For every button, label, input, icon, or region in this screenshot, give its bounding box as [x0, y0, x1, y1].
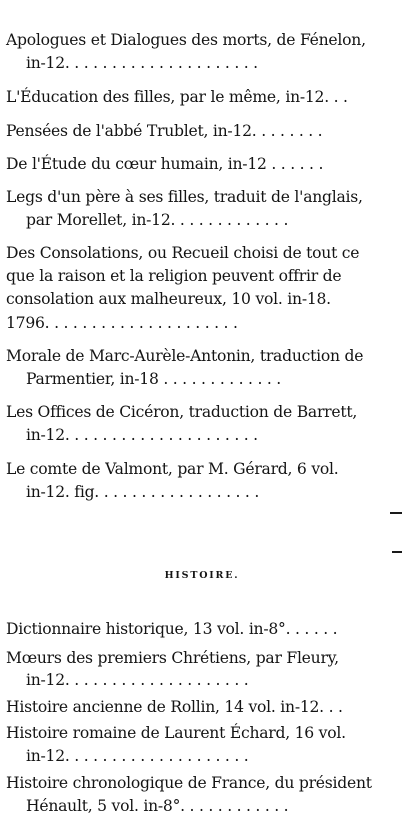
entry-legs-pere: Legs d'un père à ses filles, traduit de l'anglais, [6, 188, 363, 206]
entry-moeurs-chretiens-format: in-12. . . . . . . . . . . . . . . . . . . . [26, 671, 249, 689]
entry-comte-valmont-format: in-12. fig. . . . . . . . . . . . . . . . . . [26, 483, 260, 501]
entry-histoire-chronologique-france: Histoire chronologique de France, du président [6, 774, 372, 792]
entry-marc-aurele: Morale de Marc-Aurèle-Antonin, traduction de [6, 347, 364, 365]
section-heading-histoire: HISTOIRE. [164, 570, 240, 581]
entry-comte-valmont: Le comte de Valmont, par M. Gérard, 6 vol. [6, 460, 339, 478]
entry-offices-ciceron-format: in-12. . . . . . . . . . . . . . . . . . . . . [26, 426, 258, 444]
entry-consolations-line3: consolation aux malheureux, 10 vol. in-18. [6, 290, 331, 308]
entry-education-filles: L'Éducation des filles, par le même, in-12. . . [6, 88, 348, 106]
entry-histoire-romaine-echard: Histoire romaine de Laurent Échard, 16 vol. [6, 724, 346, 742]
entry-marc-aurele-format: Parmentier, in-18 . . . . . . . . . . . . . [26, 370, 282, 388]
entry-dictionnaire-historique: Dictionnaire historique, 13 vol. in-8°. . . . . . [6, 620, 338, 638]
entry-consolations: Des Consolations, ou Recueil choisi de tout ce [6, 244, 360, 262]
entry-consolations-year: 1796. . . . . . . . . . . . . . . . . . . . . [6, 314, 238, 332]
printer-mark [390, 512, 402, 514]
entry-etude-coeur-humain: De l'Étude du cœur humain, in-12 . . . . . . [6, 155, 324, 173]
entry-histoire-romaine-echard-format: in-12. . . . . . . . . . . . . . . . . . . . [26, 747, 249, 765]
entry-offices-ciceron: Les Offices de Cicéron, traduction de Barrett, [6, 403, 358, 421]
printer-mark [392, 551, 402, 553]
entry-fenelon-apologues-format: in-12. . . . . . . . . . . . . . . . . . . . . [26, 54, 258, 72]
entry-fenelon-apologues: Apologues et Dialogues des morts, de Fénelon, [6, 31, 366, 49]
entry-histoire-ancienne-rollin: Histoire ancienne de Rollin, 14 vol. in-12. . . [6, 698, 343, 716]
entry-pensees-trublet: Pensées de l'abbé Trublet, in-12. . . . . . . . [6, 122, 323, 140]
entry-histoire-chronologique-france-format: Hénault, 5 vol. in-8°. . . . . . . . . . . . [26, 797, 289, 815]
entry-consolations-line2: que la raison et la religion peuvent offrir de [6, 267, 342, 285]
entry-legs-pere-format: par Morellet, in-12. . . . . . . . . . . . . [26, 211, 289, 229]
entry-moeurs-chretiens: Mœurs des premiers Chrétiens, par Fleury, [6, 649, 339, 667]
